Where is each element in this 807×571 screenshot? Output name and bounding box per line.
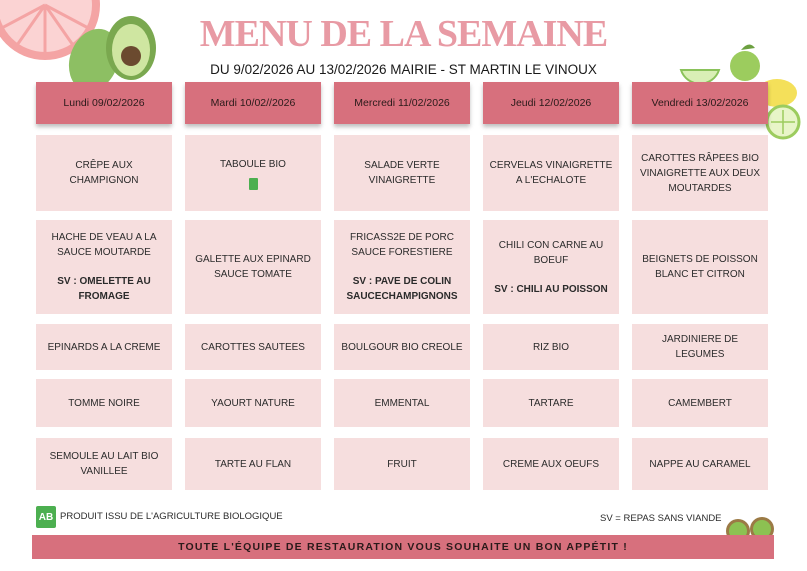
dish-name: TOMME NOIRE bbox=[68, 397, 140, 409]
dish-name: NAPPE AU CARAMEL bbox=[649, 458, 751, 470]
dish-name: TARTE AU FLAN bbox=[214, 458, 292, 470]
dish-name: FRICASS2E DE PORC SAUCE FORESTIERE bbox=[350, 232, 454, 258]
menu-cell bbox=[483, 324, 619, 370]
dish-name: CAROTTES SAUTEES bbox=[201, 341, 305, 353]
menu-cell bbox=[36, 324, 172, 370]
dish-name: SALADE VERTE VINAIGRETTE bbox=[364, 160, 440, 186]
menu-cell bbox=[483, 135, 619, 211]
page-title: MENU DE LA SEMAINE bbox=[199, 13, 608, 55]
menu-cell bbox=[483, 220, 619, 314]
menu-cell bbox=[185, 220, 321, 314]
dish-name: EMMENTAL bbox=[374, 397, 430, 409]
menu-cell bbox=[185, 135, 321, 211]
menu-cell bbox=[36, 135, 172, 211]
menu-cell bbox=[334, 220, 470, 314]
dish-name: CERVELAS VINAIGRETTE A L'ECHALOTE bbox=[489, 160, 613, 186]
sv-legend: SV = REPAS SANS VIANDE bbox=[600, 513, 722, 524]
vegetarian-alternative: SV : CHILI AU POISSON bbox=[494, 283, 608, 295]
menu-cell bbox=[632, 220, 768, 314]
menu-cell bbox=[185, 379, 321, 427]
menu-cell bbox=[632, 379, 768, 427]
page-subtitle: DU 9/02/2026 AU 13/02/2026 MAIRIE - ST MARTIN LE VINOUX bbox=[210, 62, 597, 77]
dish-name: TARTARE bbox=[528, 397, 574, 409]
day-header: Lundi 09/02/2026 bbox=[36, 82, 172, 124]
menu-cell bbox=[334, 324, 470, 370]
dish-name: CREME AUX OEUFS bbox=[502, 458, 600, 470]
dish-name: BEIGNETS DE POISSON BLANC ET CITRON bbox=[642, 254, 758, 280]
dish-name: EPINARDS A LA CREME bbox=[47, 341, 161, 353]
menu-cell bbox=[36, 220, 172, 314]
menu-cell bbox=[334, 379, 470, 427]
dish-name: FRUIT bbox=[387, 458, 417, 470]
dish-name: JARDINIERE DE LEGUMES bbox=[661, 334, 739, 360]
dish-name: HACHE DE VEAU A LA SAUCE MOUTARDE bbox=[51, 232, 157, 258]
dish-name: CHILI CON CARNE AU BOEUF bbox=[498, 239, 604, 266]
dish-name: CAROTTES RÂPEES BIO VINAIGRETTE AUX DEUX MOUTARDES bbox=[639, 152, 761, 194]
menu-cell bbox=[36, 379, 172, 427]
dish-name: YAOURT NATURE bbox=[211, 397, 295, 409]
closing-banner: TOUTE L'ÉQUIPE DE RESTAURATION VOUS SOUHAITE UN BON APPÉTIT ! bbox=[32, 535, 774, 559]
bio-legend: PRODUIT ISSU DE L'AGRICULTURE BIOLOGIQUE bbox=[60, 511, 283, 522]
day-header: Mardi 10/02//2026 bbox=[185, 82, 321, 124]
dish-name: SEMOULE AU LAIT BIO VANILLEE bbox=[49, 451, 159, 477]
dish-name: CAMEMBERT bbox=[668, 397, 732, 409]
menu-cell bbox=[483, 379, 619, 427]
day-header: Vendredi 13/02/2026 bbox=[632, 82, 768, 124]
day-header: Jeudi 12/02/2026 bbox=[483, 82, 619, 124]
dish-name: BOULGOUR BIO CREOLE bbox=[341, 341, 463, 353]
menu-cell bbox=[334, 135, 470, 211]
day-header: Mercredi 11/02/2026 bbox=[334, 82, 470, 124]
menu-cell bbox=[185, 438, 321, 490]
menu-cell bbox=[334, 438, 470, 490]
menu-cell bbox=[632, 135, 768, 211]
vegetarian-alternative: SV : OMELETTE AU FROMAGE bbox=[57, 276, 151, 302]
dish-name: GALETTE AUX EPINARD SAUCE TOMATE bbox=[195, 254, 311, 280]
vegetarian-alternative: SV : PAVE DE COLIN SAUCECHAMPIGNONS bbox=[346, 276, 458, 302]
menu-cell bbox=[483, 438, 619, 490]
menu-cell bbox=[185, 324, 321, 370]
menu-cell bbox=[632, 438, 768, 490]
dish-name: CRÊPE AUX CHAMPIGNON bbox=[69, 160, 139, 186]
menu-cell bbox=[36, 438, 172, 490]
bio-logo-icon: AB bbox=[36, 506, 56, 528]
dish-name: TABOULE BIO bbox=[220, 158, 286, 170]
menu-cell bbox=[632, 324, 768, 370]
dish-name: RIZ BIO bbox=[532, 341, 570, 353]
bio-label-icon bbox=[249, 178, 258, 190]
